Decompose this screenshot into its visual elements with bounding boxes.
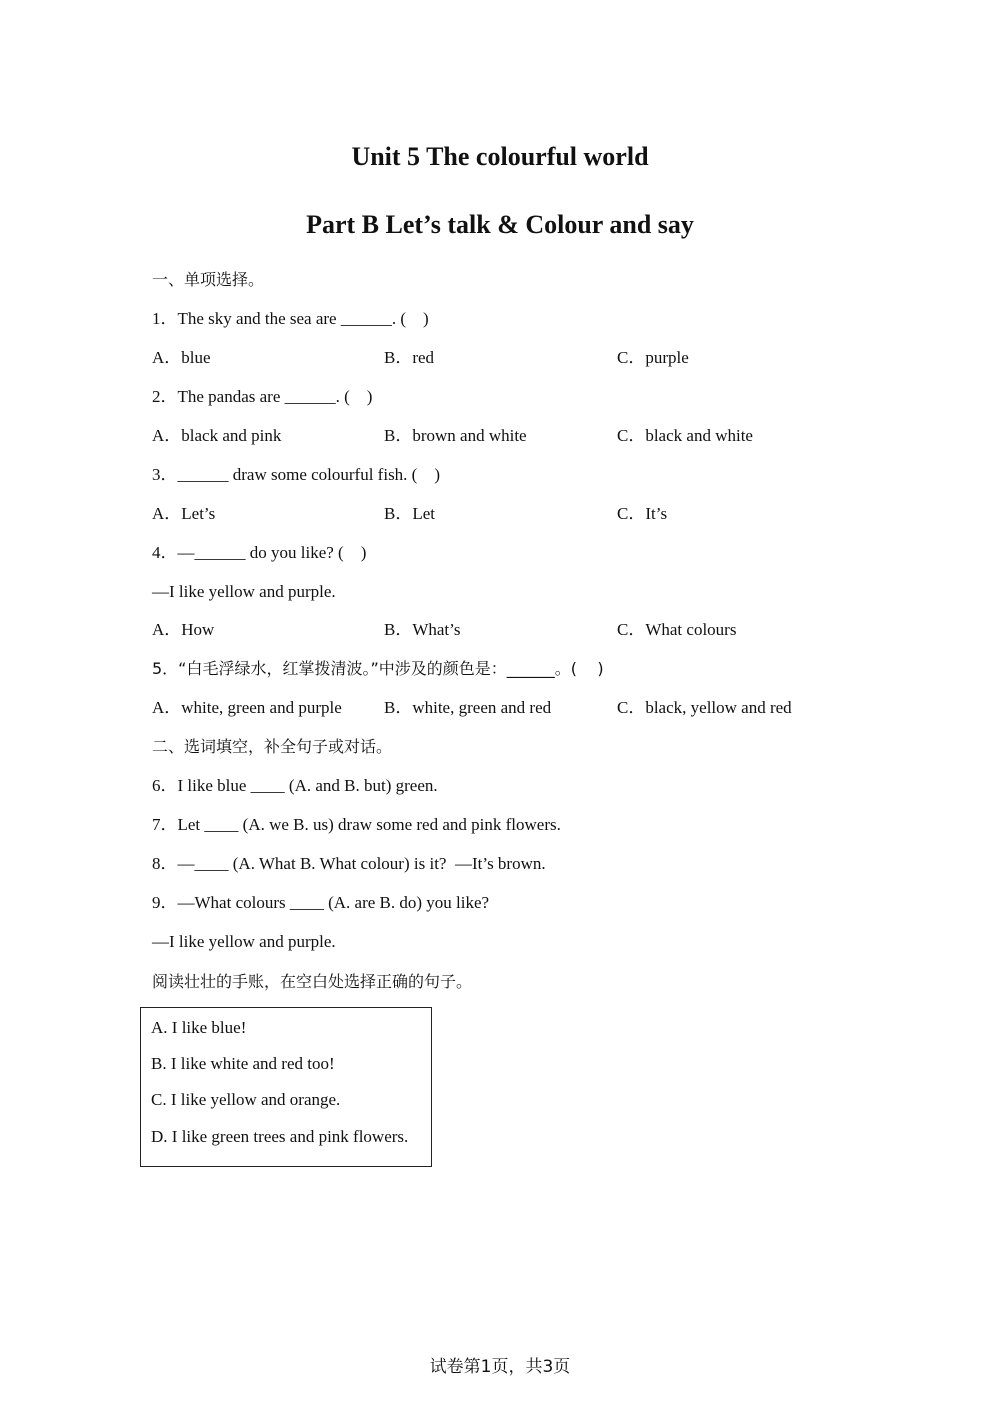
question-4-option-b: B．What’s	[384, 620, 461, 639]
section2-heading: 二、选词填空，补全句子或对话。	[152, 737, 393, 756]
document-subtitle: Part B Let’s talk & Colour and say	[306, 210, 694, 239]
choice-a: A. I like blue!	[151, 1018, 247, 1037]
choice-c: C. I like yellow and orange.	[151, 1090, 341, 1109]
question-4-option-a: A．How	[152, 620, 215, 639]
question-4-stem: 4．—______ do you like? ( )	[152, 543, 367, 562]
question-4-option-c: C．What colours	[617, 620, 737, 639]
question-6: 6．I like blue ____ (A. and B. but) green.	[152, 776, 438, 795]
question-2-stem: 2．The pandas are ______. ( )	[152, 387, 373, 406]
document-title: Unit 5 The colourful world	[351, 142, 649, 171]
reading-instruction: 阅读壮壮的手账，在空白处选择正确的句子。	[152, 972, 473, 991]
section1-heading: 一、单项选择。	[152, 270, 265, 289]
question-2-option-a: A．black and pink	[152, 426, 282, 445]
choice-b: B. I like white and red too!	[151, 1054, 335, 1073]
question-1-option-a: A．blue	[152, 348, 211, 367]
choice-d: D. I like green trees and pink flowers.	[151, 1127, 409, 1146]
sentence-choice-box	[140, 1007, 432, 1167]
question-1-option-b: B．red	[384, 348, 435, 367]
question-9-reply: —I like yellow and purple.	[152, 932, 336, 951]
question-1-option-c: C．purple	[617, 348, 689, 367]
question-3-option-a: A．Let’s	[152, 504, 216, 523]
question-5-option-a: A．white, green and purple	[152, 698, 342, 717]
question-2-option-c: C．black and white	[617, 426, 753, 445]
question-8: 8．—____ (A. What B. What colour) is it? —It’s brown.	[152, 854, 546, 873]
question-5-option-b: B．white, green and red	[384, 698, 552, 717]
question-3-option-b: B．Let	[384, 504, 435, 523]
question-3-stem: 3．______ draw some colourful fish. ( )	[152, 465, 441, 484]
question-4-reply: —I like yellow and purple.	[152, 582, 336, 601]
question-1-stem: 1．The sky and the sea are ______. ( )	[152, 309, 429, 328]
page-footer: 试卷第1页，共3页	[429, 1357, 571, 1377]
question-5-stem: 5．“白毛浮绿水，红掌拨清波。”中涉及的颜色是：______。( )	[152, 659, 604, 678]
question-7: 7．Let ____ (A. we B. us) draw some red and pink flowers.	[152, 815, 561, 834]
question-2-option-b: B．brown and white	[384, 426, 527, 445]
question-3-option-c: C．It’s	[617, 504, 668, 523]
question-9: 9．—What colours ____ (A. are B. do) you like?	[152, 893, 490, 912]
question-5-option-c: C．black, yellow and red	[617, 698, 792, 717]
